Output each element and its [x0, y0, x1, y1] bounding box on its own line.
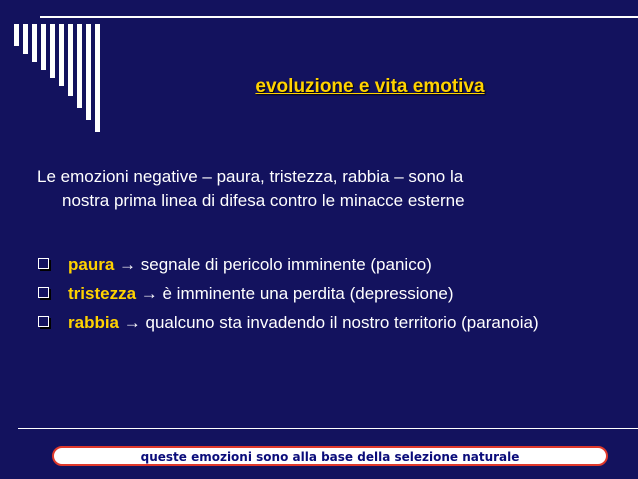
right-arrow-icon: →	[119, 255, 137, 274]
list-item	[36, 282, 616, 306]
intro-line-2: nostra prima linea di difesa contro le minacce esterne	[62, 191, 465, 210]
bottom-divider	[18, 428, 638, 429]
vertical-stripes-icon	[14, 24, 114, 134]
bullet-text: segnale di pericolo imminente (panico)	[140, 255, 432, 274]
slide-title: evoluzione e vita emotiva	[255, 76, 485, 97]
right-arrow-icon: →	[140, 284, 158, 303]
top-divider	[40, 16, 638, 18]
intro-text	[37, 165, 597, 213]
bullet-text: qualcuno sta invadendo il nostro territorio (paranoia)	[145, 313, 539, 332]
square-outline-icon	[38, 258, 49, 269]
footer-banner	[52, 446, 608, 466]
list-item	[36, 311, 616, 335]
bullet-list	[36, 253, 616, 340]
bullet-text: è imminente una perdita (depressione)	[162, 284, 454, 303]
square-outline-icon	[38, 316, 49, 327]
list-item	[36, 253, 616, 277]
footer-text: queste emozioni sono alla base della selezione naturale	[140, 450, 520, 464]
intro-line-1: Le emozioni negative – paura, tristezza, rabbia – sono la	[37, 167, 464, 186]
bullet-keyword: paura	[68, 255, 115, 274]
right-arrow-icon: →	[123, 313, 141, 332]
bullet-keyword: rabbia	[68, 313, 120, 332]
bullet-keyword: tristezza	[68, 284, 137, 303]
square-outline-icon	[38, 287, 49, 298]
